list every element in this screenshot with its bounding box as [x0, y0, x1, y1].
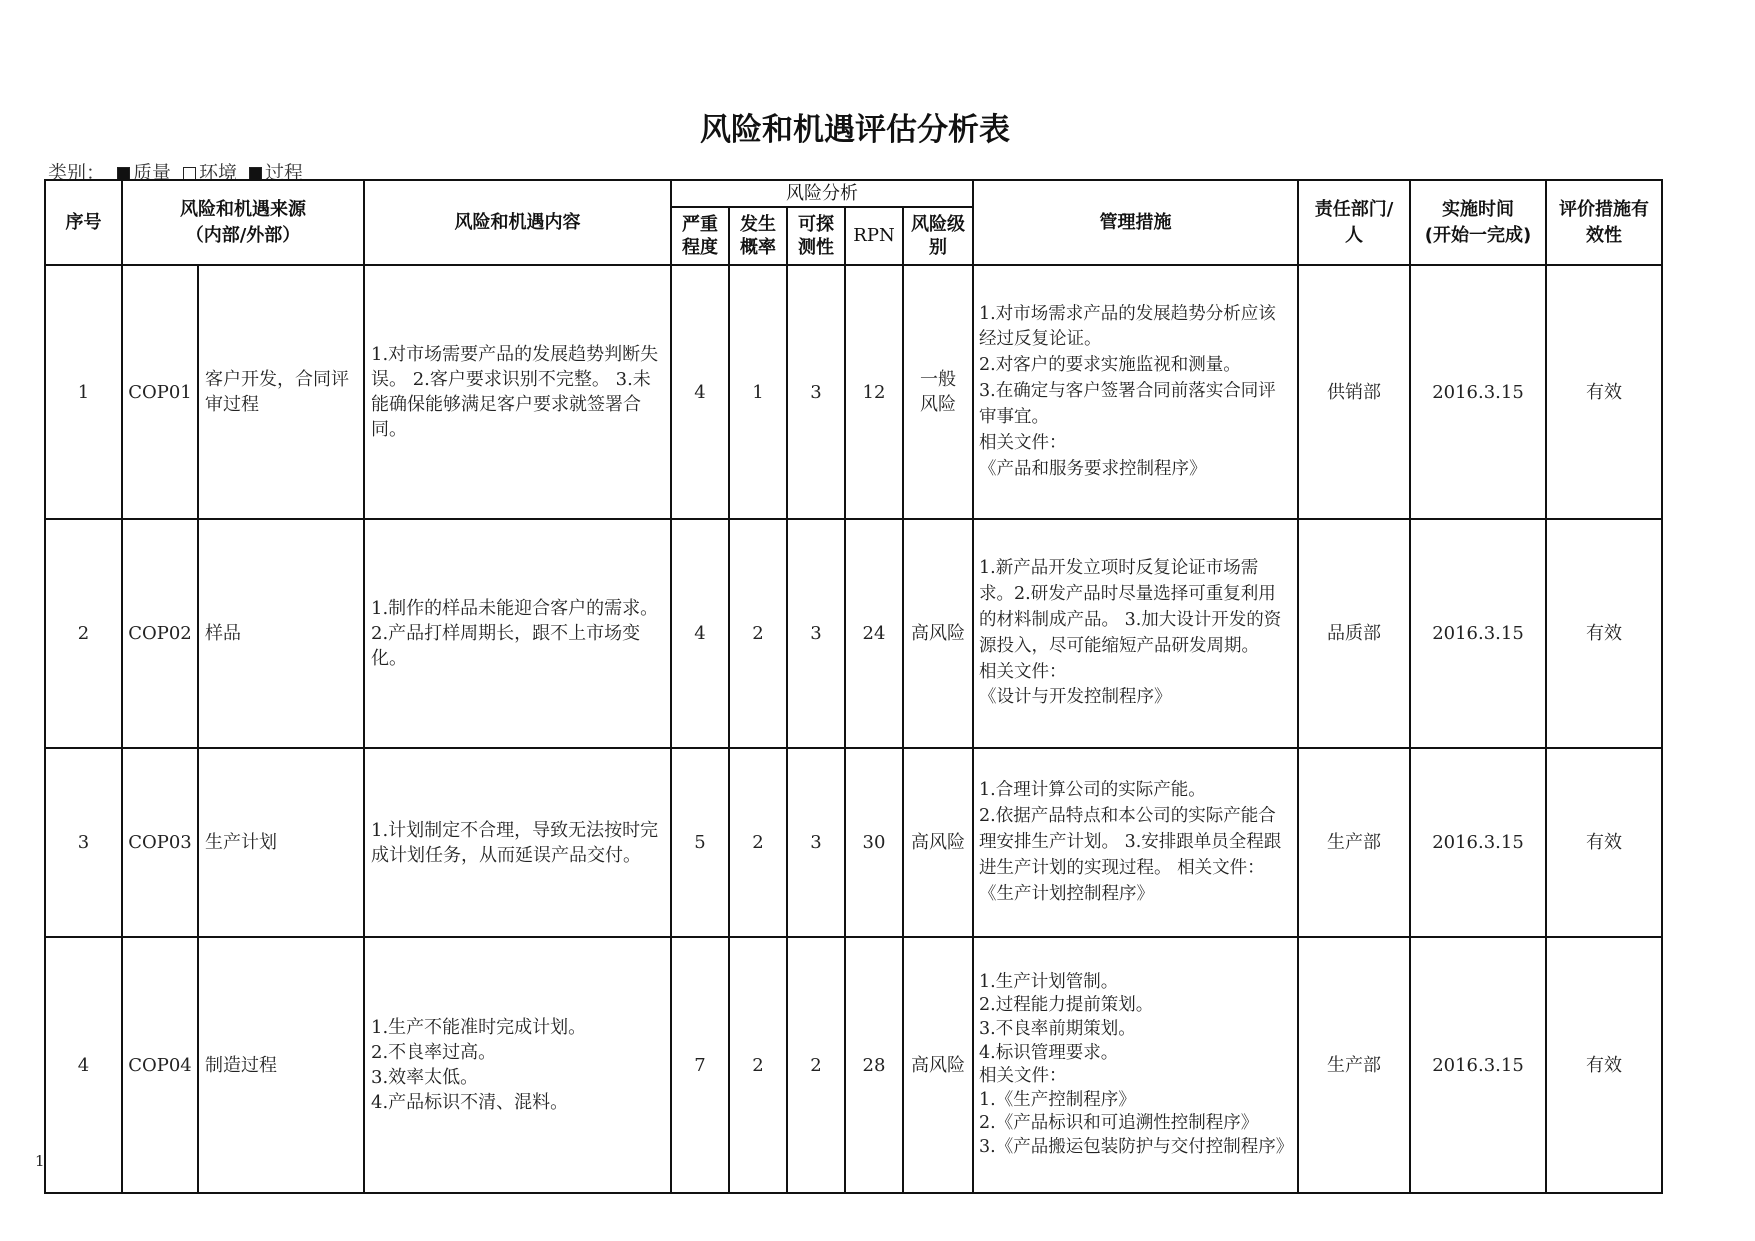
row-level: 一般 风险 — [903, 265, 973, 519]
row-dept: 品质部 — [1298, 519, 1410, 748]
row-code: COP01 — [122, 265, 198, 519]
row-time: 2016.3.15 — [1410, 265, 1546, 519]
row-source: 样品 — [198, 519, 364, 748]
row-severity: 4 — [671, 265, 729, 519]
row-occurrence: 1 — [729, 265, 787, 519]
row-detection: 3 — [787, 519, 845, 748]
row-source: 制造过程 — [198, 937, 364, 1193]
row-eval: 有效 — [1546, 519, 1662, 748]
header-rpn: RPN — [845, 207, 903, 265]
row-severity: 4 — [671, 519, 729, 748]
header-dept: 责任部门/ 人 — [1298, 180, 1410, 265]
document-title: 风险和机遇评估分析表 — [700, 112, 1010, 148]
row-level: 高风险 — [903, 519, 973, 748]
table-row — [45, 937, 1662, 1193]
table-row — [45, 748, 1662, 937]
header-no: 序号 — [45, 180, 122, 265]
row-code: COP04 — [122, 937, 198, 1193]
row-code: COP02 — [122, 519, 198, 748]
row-detection: 3 — [787, 748, 845, 937]
row-no: 2 — [45, 519, 122, 748]
header-content: 风险和机遇内容 — [364, 180, 671, 265]
row-no: 3 — [45, 748, 122, 937]
table-row — [45, 265, 1662, 519]
row-content: 1.对市场需要产品的发展趋势判断失误。 2.客户要求识别不完整。 3.未能确保能够满足客户要求就签署合同。 — [364, 265, 671, 519]
row-source: 客户开发，合同评审过程 — [198, 265, 364, 519]
row-eval: 有效 — [1546, 748, 1662, 937]
row-measures: 1.合理计算公司的实际产能。 2.依据产品特点和本公司的实际产能合理安排生产计划。 3.安排跟单员全程跟进生产计划的实现过程。 相关文件： 《生产计划控制程序》 — [973, 748, 1298, 937]
row-detection: 3 — [787, 265, 845, 519]
header-occurrence: 发生 概率 — [729, 207, 787, 265]
row-time: 2016.3.15 — [1410, 937, 1546, 1193]
row-content: 1.制作的样品未能迎合客户的需求。 2.产品打样周期长，跟不上市场变化。 — [364, 519, 671, 748]
row-measures: 1.对市场需求产品的发展趋势分析应该经过反复论证。 2.对客户的要求实施监视和测量。 3.在确定与客户签署合同前落实合同评审事宜。 相关文件： 《产品和服务要求控制程序》 — [973, 265, 1298, 519]
row-level: 高风险 — [903, 748, 973, 937]
header-measures: 管理措施 — [973, 180, 1298, 265]
category-option-process: 过程 — [265, 162, 304, 184]
page-number: 1 — [35, 1152, 45, 1170]
header-severity: 严重 程度 — [671, 207, 729, 265]
category-label: 类别： — [48, 162, 106, 184]
table-row — [45, 519, 1662, 748]
row-eval: 有效 — [1546, 265, 1662, 519]
row-content: 1.生产不能准时完成计划。 2.不良率过高。 3.效率太低。 4.产品标识不清、混料。 — [364, 937, 671, 1193]
row-eval: 有效 — [1546, 937, 1662, 1193]
row-time: 2016.3.15 — [1410, 748, 1546, 937]
row-content: 1.计划制定不合理，导致无法按时完成计划任务，从而延误产品交付。 — [364, 748, 671, 937]
header-level: 风险级 别 — [903, 207, 973, 265]
row-measures: 1.新产品开发立项时反复论证市场需求。2.研发产品时尽量选择可重复利用的材料制成产品。 3.加大设计开发的资源投入，尽可能缩短产品研发周期。 相关文件： 《设计与开发控制程序》 — [973, 519, 1298, 748]
row-rpn: 24 — [845, 519, 903, 748]
row-dept: 生产部 — [1298, 748, 1410, 937]
header-source: 风险和机遇来源 （内部/外部） — [122, 180, 364, 265]
header-eval: 评价措施有 效性 — [1546, 180, 1662, 265]
row-rpn: 28 — [845, 937, 903, 1193]
row-severity: 7 — [671, 937, 729, 1193]
row-code: COP03 — [122, 748, 198, 937]
row-occurrence: 2 — [729, 937, 787, 1193]
header-risk-analysis: 风险分析 — [671, 180, 973, 207]
row-source: 生产计划 — [198, 748, 364, 937]
category-option-quality: 质量 — [133, 162, 172, 184]
header-detection: 可探 测性 — [787, 207, 845, 265]
row-severity: 5 — [671, 748, 729, 937]
row-no: 1 — [45, 265, 122, 519]
row-detection: 2 — [787, 937, 845, 1193]
row-dept: 供销部 — [1298, 265, 1410, 519]
row-no: 4 — [45, 937, 122, 1193]
row-level: 高风险 — [903, 937, 973, 1193]
row-occurrence: 2 — [729, 748, 787, 937]
risk-assessment-table — [44, 179, 1663, 1194]
row-occurrence: 2 — [729, 519, 787, 748]
header-time: 实施时间 (开始一完成) — [1410, 180, 1546, 265]
row-time: 2016.3.15 — [1410, 519, 1546, 748]
category-option-environment: 环境 — [199, 162, 238, 184]
row-dept: 生产部 — [1298, 937, 1410, 1193]
row-rpn: 30 — [845, 748, 903, 937]
row-measures: 1.生产计划管制。 2.过程能力提前策划。 3.不良率前期策划。 4.标识管理要求。 相关文件： 1.《生产控制程序》 2.《产品标识和可追溯性控制程序》 3.《产品搬运包装防护与交付控制程序》 — [973, 937, 1298, 1193]
row-rpn: 12 — [845, 265, 903, 519]
